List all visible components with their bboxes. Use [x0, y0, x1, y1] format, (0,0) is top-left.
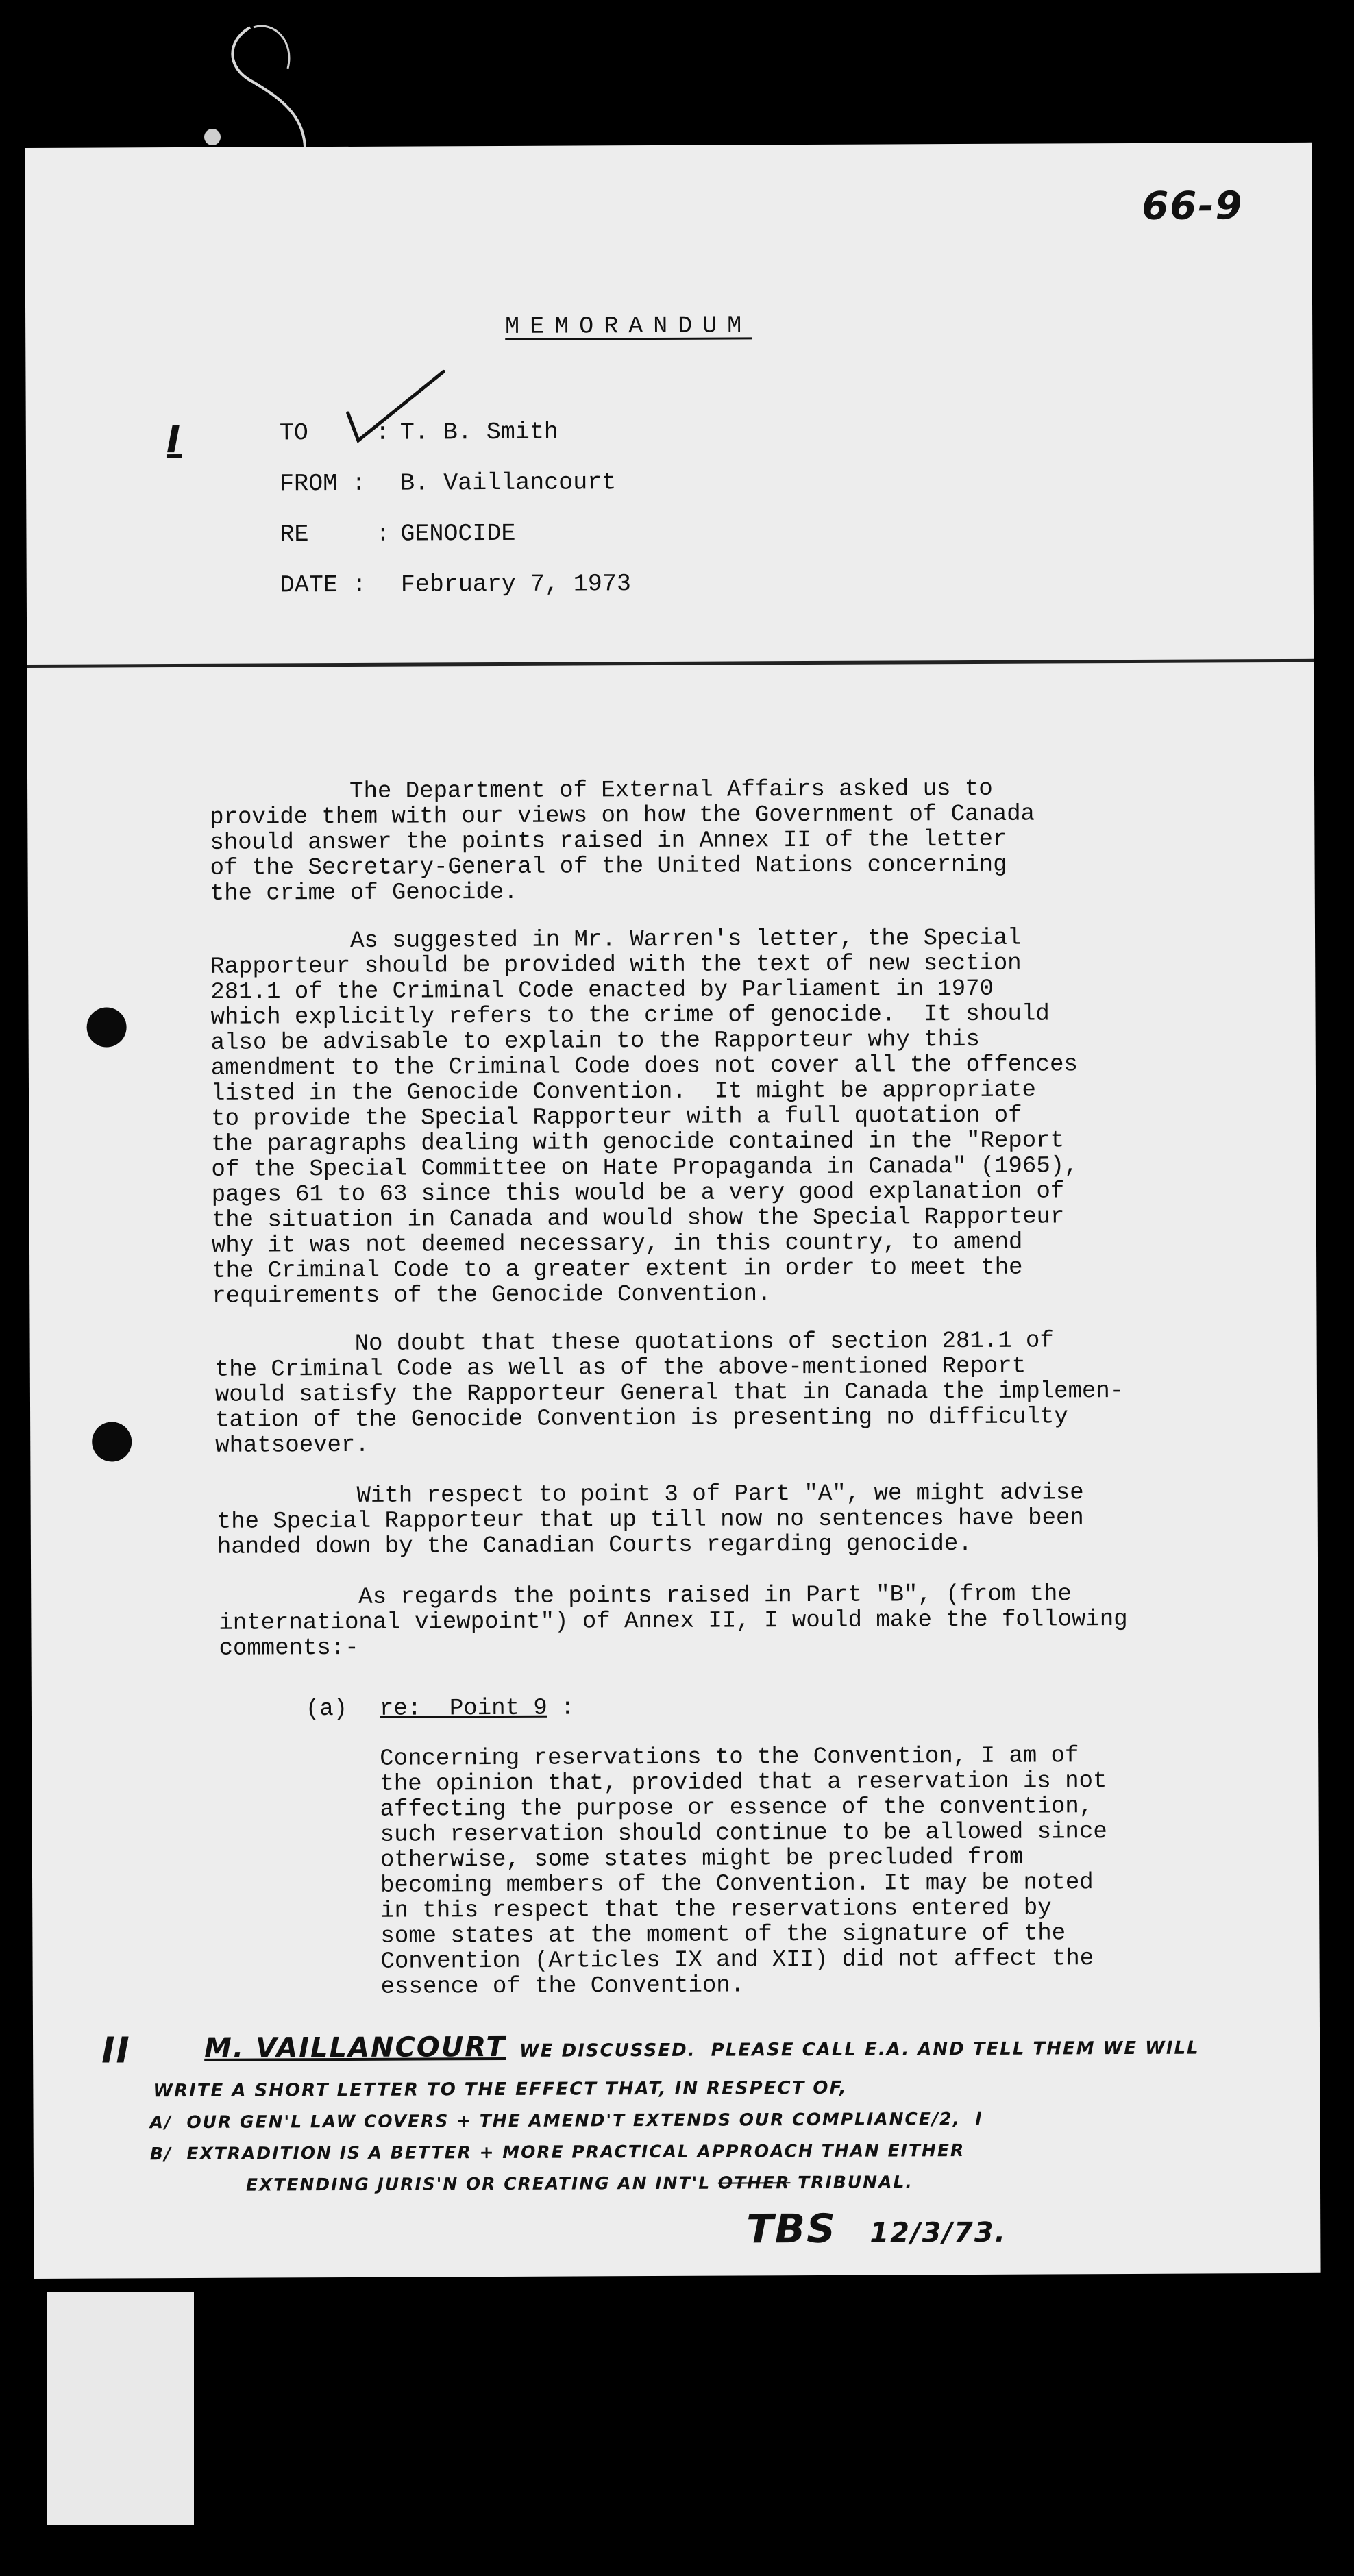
note-initials: TBS: [746, 2205, 837, 2253]
punch-hole-top: [86, 1007, 126, 1047]
date-value: February 7, 1973: [400, 570, 631, 599]
paragraph-3: No doubt that these quotations of section 281.1 of the Criminal Code as well as of the above-mentioned Report would satisfy the Rapporteur General that in Canada the implemen- tation of the Genocide Convention is presenting no difficulty whatsoever.: [214, 1328, 1124, 1459]
note-line-1: WE DISCUSSED. PLEASE CALL E.A. AND TELL THEM WE WILL: [519, 2038, 1200, 2061]
note-line-3: A/ OUR GEN'L LAW COVERS + THE AMEND'T EXTENDS OUR COMPLIANCE/2, I: [149, 2108, 983, 2133]
item-a-text: Concerning reservations to the Convention, I am of the opinion that, provided that a reservation is not affecting the purpose or essence of the convention, such reservation should continue to be allowed since otherwise, some states might be precluded from becoming members of the Convention. It may be noted in this respect that the reservations entered by some states at the moment of the signature of the Convention (Articles IX and XII) did not affect the essence of the Convention.: [380, 1743, 1107, 2001]
note-date: 12/3/73.: [870, 2216, 1007, 2249]
paragraph-2: As suggested in Mr. Warren's letter, the Special Rapporteur should be provided with the text of new section 281.1 of the Criminal Code enacted by Parliament in 1970 which explicitly refers to the crime of genocide. It should also be advisable to explain to the Rapporteur why this amendment to the Criminal Code does not cover all the offences listed in the Genocide Convention. It might be appropriate to provide the Special Rapporteur with a full quotation of the paragraphs dealing with genocide contained in the "Report of the Special Committee on Hate Propaganda in Canada" (1965), pages 61 to 63 since this would be a very good explanation of the situation in Canada and would show the Special Rapporteur why it was not deemed necessary, in this country, to amend the Criminal Code to a greater extent in order to meet the requirements of the Genocide Convention.: [210, 925, 1079, 1310]
from-value: B. Vaillancourt: [400, 469, 617, 497]
re-value: GENOCIDE: [400, 519, 516, 548]
memo-title: MEMORANDUM: [505, 312, 752, 340]
note-line-5: [246, 2172, 913, 2194]
memo-page: [25, 143, 1321, 2279]
note-addressee: M. VAILLANCOURT: [204, 2031, 506, 2064]
note-line-5-start: EXTENDING JURIS'N OR CREATING AN INT'L: [245, 2172, 718, 2195]
next-page-stub: [47, 2292, 194, 2525]
date-label: DATE :: [280, 571, 367, 599]
to-label: TO: [279, 419, 308, 447]
to-value: T. B. Smith: [399, 418, 558, 447]
paragraph-1: The Department of External Affairs asked us to provide them with our views on how the Government of Canada should answer the points raised in Annex II of the letter of the Secretary-General of the United Nations concerning the crime of Genocide.: [210, 776, 1035, 907]
item-a-colon: :: [560, 1695, 575, 1722]
header-divider: [27, 659, 1314, 668]
note-line-4: B/ EXTRADITION IS A BETTER + MORE PRACTICAL APPROACH THAN EITHER: [149, 2140, 965, 2164]
re-separator: :: [376, 520, 391, 548]
note-line-5-struck: OTHER: [717, 2172, 791, 2193]
to-separator: :: [375, 419, 390, 447]
paragraph-5: As regards the points raised in Part "B", (from the international viewpoint") of Annex II, I would make the following comments:-: [219, 1581, 1128, 1662]
punch-hole-bottom: [92, 1422, 132, 1461]
paragraph-4: With respect to point 3 of Part "A", we might advise the Special Rapporteur that up till now no sentences have been handed down by the Canadian Courts regarding genocide.: [217, 1480, 1084, 1561]
margin-number: I: [166, 418, 182, 462]
from-label: FROM :: [280, 469, 367, 498]
file-number: 66-9: [1142, 184, 1244, 229]
item-a-label: (a): [305, 1696, 348, 1723]
note-number: II: [101, 2030, 131, 2072]
note-line-2: WRITE A SHORT LETTER TO THE EFFECT THAT, IN RESPECT OF,: [153, 2077, 848, 2102]
check-mark-icon: [344, 368, 447, 451]
item-a-heading: re: Point 9: [379, 1695, 547, 1722]
re-label: RE: [280, 521, 309, 549]
note-line-5-end: TRIBUNAL.: [790, 2172, 913, 2193]
